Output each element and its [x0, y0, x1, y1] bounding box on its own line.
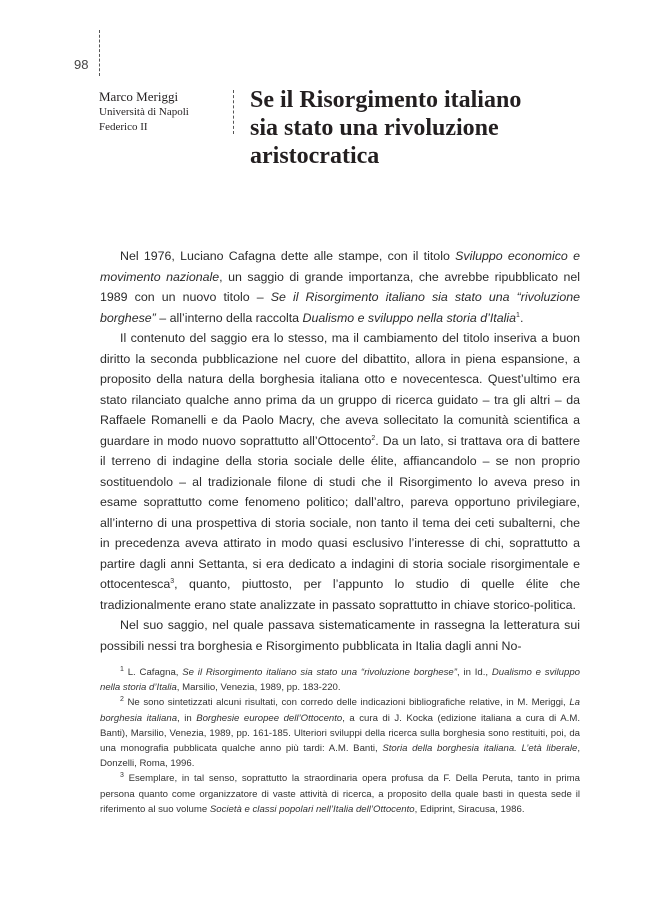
footnote-1: [100, 665, 580, 695]
text-run: , Ediprint, Siracusa, 1986.: [414, 803, 525, 815]
text-run: , un saggio di grande importanza, che avrebbe ripubblicato nel 1989 con un nuovo titolo –: [100, 269, 581, 304]
body-paragraph-1: [100, 246, 580, 328]
text-run: Ne sono sintetizzati alcuni risultati, con corredo delle indicazioni bibliografiche relative, in M. Meriggi,: [123, 697, 570, 709]
italic-run: Se il Risorgimento italiano sia stato una “rivoluzione borghese”: [100, 290, 580, 325]
footnote-number: 1: [120, 665, 124, 673]
italic-run: Dualismo e sviluppo nella storia d’Italia: [302, 310, 517, 325]
text-run: L. Cafagna,: [123, 667, 183, 678]
text-run: – all’interno della raccolta: [155, 310, 303, 325]
footnote-ref-3[interactable]: 3: [170, 577, 175, 585]
footnote-2: [100, 695, 580, 771]
footnotes: [100, 665, 580, 817]
italic-run: La borghesia italiana: [100, 697, 580, 724]
footnote-number: 2: [120, 696, 124, 704]
text-run: Il contenuto del saggio era lo stesso, ma il cambiamento del titolo inseriva a buon diritto la seconda pubblicazione nel cuore del dibattito, allora in piena espansione, a proposito della natura della borghesia italiana otto e novecentesca. Quest’ultimo era stato rilanciato qualche anno prima da un gruppo di ricerca guidato – tra gli altri – da Raffaele Romanelli e da Paolo Macry, che aveva sollecitato la comunità scientifica a guardare in modo nuovo soprattutto all’Ottocento: [100, 331, 580, 448]
text-run: , a cura di J. Kocka (edizione italiana a cura di A.M. Banti), Marsilio, Venezia, 1989, pp. 161-185. Ulteriori sviluppi della ricerca sulla borghesia sono restituiti, poi, da una monografia pubblicata qualche anno più tardi: A.M. Banti,: [100, 712, 580, 755]
footnote-ref-1[interactable]: 1: [516, 311, 520, 319]
article-body: [100, 246, 580, 656]
italic-run: Società e classi popolari nell’Italia dell’Ottocento: [209, 803, 415, 815]
page-number: 98: [74, 57, 89, 72]
text-run: .: [519, 310, 524, 325]
italic-run: Storia della borghesia italiana. L’età liberale: [382, 743, 578, 755]
text-run: . Da un lato, si trattava ora di battere il terreno di indagine della storia sociale delle élite, affiancandolo – se non proprio sostituendolo – al tradizionale filone di studi che il Risorgimento lo aveva preso in esame soprattutto come fenomeno politico; dall’altro, pareva opportuno privilegiare, all’interno di una prospettiva di storia sociale, non tanto il tema dei ceti subalterni, che in precedenza aveva attirato in modo quasi esclusivo l’interesse di chi, soprattutto a partire dagli anni Settanta, si era dedicato a indagini di storia sociale risorgimentale e ottocentesca: [100, 433, 580, 591]
footnote-number: 3: [120, 772, 124, 780]
text-run: , quanto, piuttosto, per l’appunto lo studio di quelle élite che tradizionalmente erano state analizzate in passato soprattutto in chiave storico-politica.: [100, 577, 580, 612]
italic-run: Borghesie europee dell’Ottocento: [196, 712, 343, 724]
text-run: Nel 1976, Luciano Cafagna dette alle stampe, con il titolo: [120, 249, 456, 263]
italic-run: Se il Risorgimento italiano sia stato una “rivoluzione borghese”: [182, 667, 457, 678]
text-run: , in Id.,: [456, 667, 492, 678]
text-run: , Marsilio, Venezia, 1989, pp. 183-220.: [176, 682, 341, 694]
footnote-3: [100, 771, 580, 817]
text-run: , Donzelli, Roma, 1996.: [100, 743, 580, 770]
author-block: [99, 88, 229, 135]
text-run: , in: [177, 712, 197, 724]
title-line3: aristocratica: [250, 143, 380, 169]
footnote-ref-2[interactable]: 2: [371, 434, 376, 442]
italic-run: Sviluppo economico e movimento nazionale: [100, 249, 580, 284]
title-line1: Se il Risorgimento italiano: [250, 87, 522, 113]
body-paragraph-3: [100, 615, 580, 656]
article-title: [250, 86, 590, 170]
text-run: Esemplare, in tal senso, soprattutto la straordinaria opera profusa da F. Della Peruta, tanto in prima persona quanto come organizzatore di vaste attività di ricerca, a proposito della quale basti in questa sede il riferimento al suo volume: [100, 773, 580, 815]
title-rule: [233, 90, 234, 134]
text-run: Nel suo saggio, nel quale passava sistematicamente in rassegna la letteratura sui possibili nessi tra borghesia e Risorgimento pubblicata in Italia dagli anni No-: [100, 618, 580, 653]
author-affiliation-line2: Federico II: [99, 121, 148, 133]
margin-rule: [99, 30, 100, 76]
author-name: Marco Meriggi: [99, 89, 179, 104]
author-affiliation-line1: Università di Napoli: [99, 106, 189, 118]
body-paragraph-2: [100, 328, 580, 615]
title-line2: sia stato una rivoluzione: [250, 115, 499, 141]
italic-run: Dualismo e sviluppo nella storia d’Italia: [100, 667, 580, 694]
